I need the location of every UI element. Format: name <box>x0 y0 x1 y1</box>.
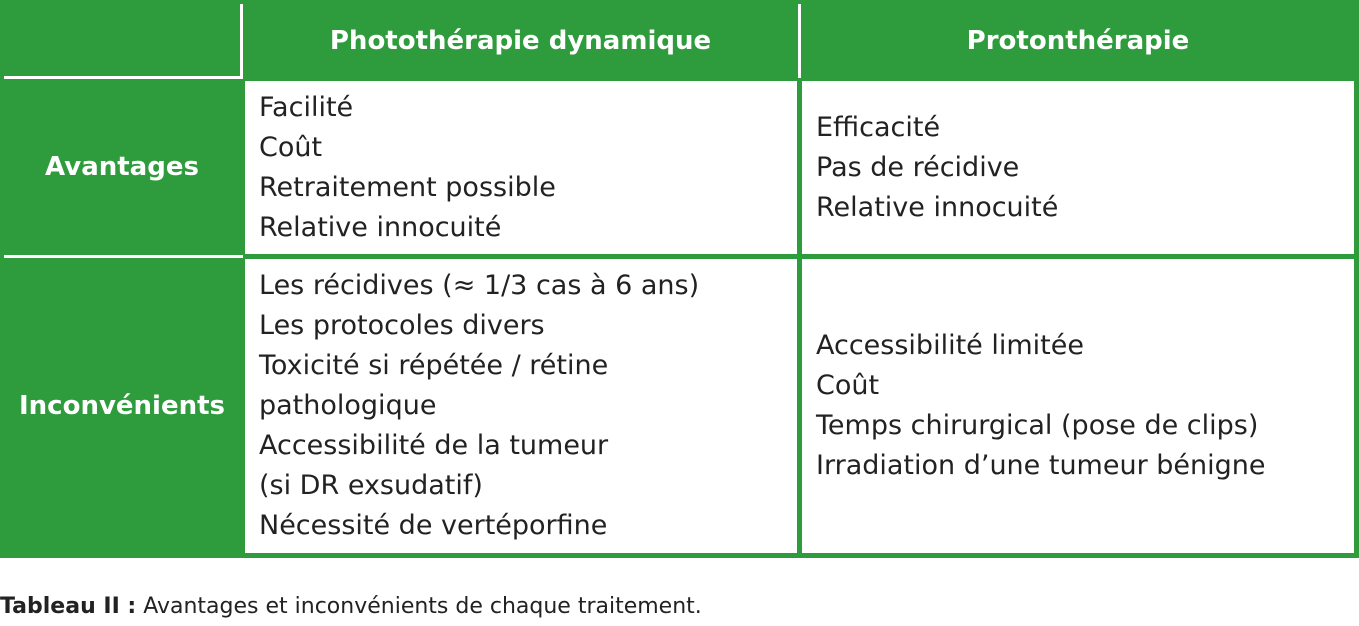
cell-avantages-protontherapie <box>802 81 1354 254</box>
list-item: Nécessité de vertéporfine <box>259 510 608 541</box>
cell-inconvenients-phototherapie <box>245 259 797 553</box>
list-item: Coût <box>259 131 323 163</box>
list-item: Les récidives (≈ 1/3 cas à 6 ans) <box>259 270 700 301</box>
list-item: (si DR exsudatif) <box>259 470 483 501</box>
caption-label: Tableau II : <box>0 594 137 619</box>
list-item: Toxicité si répétée / rétine <box>259 350 609 381</box>
list-item: Relative innocuité <box>259 211 502 243</box>
list-item: Accessibilité limitée <box>816 330 1084 361</box>
table-caption <box>0 594 702 619</box>
list-item: Efficacité <box>816 111 941 143</box>
list-item: Relative innocuité <box>816 191 1059 223</box>
list-item: Retraitement possible <box>259 171 556 203</box>
list-item: Temps chirurgical (pose de clips) <box>816 410 1259 441</box>
list-item: pathologique <box>259 390 437 421</box>
list-item: Les protocoles divers <box>259 310 545 341</box>
list-item: Facilité <box>259 91 354 123</box>
list-item: Pas de récidive <box>816 151 1020 183</box>
list-item: Coût <box>816 370 880 401</box>
row-header-inconvenients: Inconvénients <box>18 391 226 421</box>
row-header-avantages: Avantages <box>45 152 199 182</box>
column-header-phototherapie: Photothérapie dynamique <box>329 26 712 56</box>
column-header-protontherapie: Protonthérapie <box>966 26 1190 56</box>
cell-inconvenients-protontherapie <box>802 259 1354 553</box>
cell-avantages-phototherapie <box>245 81 797 254</box>
list-item: Accessibilité de la tumeur <box>259 430 609 461</box>
list-item: Irradiation d’une tumeur bénigne <box>816 450 1266 481</box>
caption-text: Avantages et inconvénients de chaque traitement. <box>136 594 702 619</box>
